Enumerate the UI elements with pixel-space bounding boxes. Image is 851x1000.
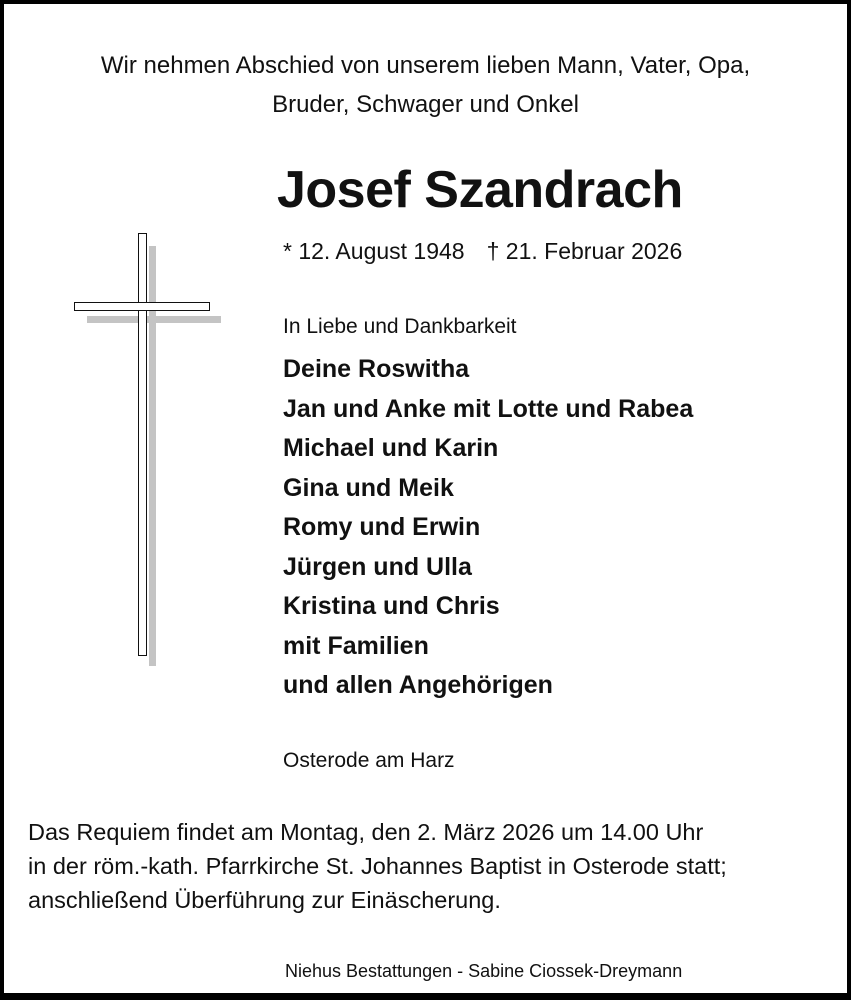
service-line-3: anschließend Überführung zur Einäscherung. [28, 887, 501, 913]
mourner-name: Michael und Karin [283, 434, 499, 462]
mourner-name: Gina und Meik [283, 474, 454, 502]
deceased-name: Josef Szandrach [277, 161, 683, 219]
mourner-name: Romy und Erwin [283, 513, 481, 541]
mourner-name: Jan und Anke mit Lotte und Rabea [283, 395, 694, 423]
obituary-notice [4, 4, 847, 993]
mourner-name: Deine Roswitha [283, 355, 470, 383]
service-line-1: Das Requiem findet am Montag, den 2. März 2026 um 14.00 Uhr [28, 819, 704, 845]
place: Osterode am Harz [283, 749, 455, 772]
mourner-name: und allen Angehörigen [283, 671, 553, 699]
death-symbol: † [486, 238, 500, 264]
death-date: 21. Februar 2026 [505, 238, 683, 264]
mourner-name: Kristina und Chris [283, 592, 500, 620]
mourner-name: mit Familien [283, 632, 429, 660]
mourner-name: Jürgen und Ulla [283, 553, 472, 581]
birth-date: * 12. August 1948 [283, 238, 465, 264]
service-line-2: in der röm.-kath. Pfarrkirche St. Johannes Baptist in Osterode statt; [28, 853, 727, 879]
mourners-intro: In Liebe und Dankbarkeit [283, 315, 517, 338]
funeral-home-footer: Niehus Bestattungen - Sabine Ciossek-Dreymann [285, 961, 683, 981]
intro-line-1: Wir nehmen Abschied von unserem lieben Mann, Vater, Opa, [100, 52, 751, 79]
intro-line-2: Bruder, Schwager und Onkel [272, 91, 579, 118]
life-dates [283, 240, 682, 263]
